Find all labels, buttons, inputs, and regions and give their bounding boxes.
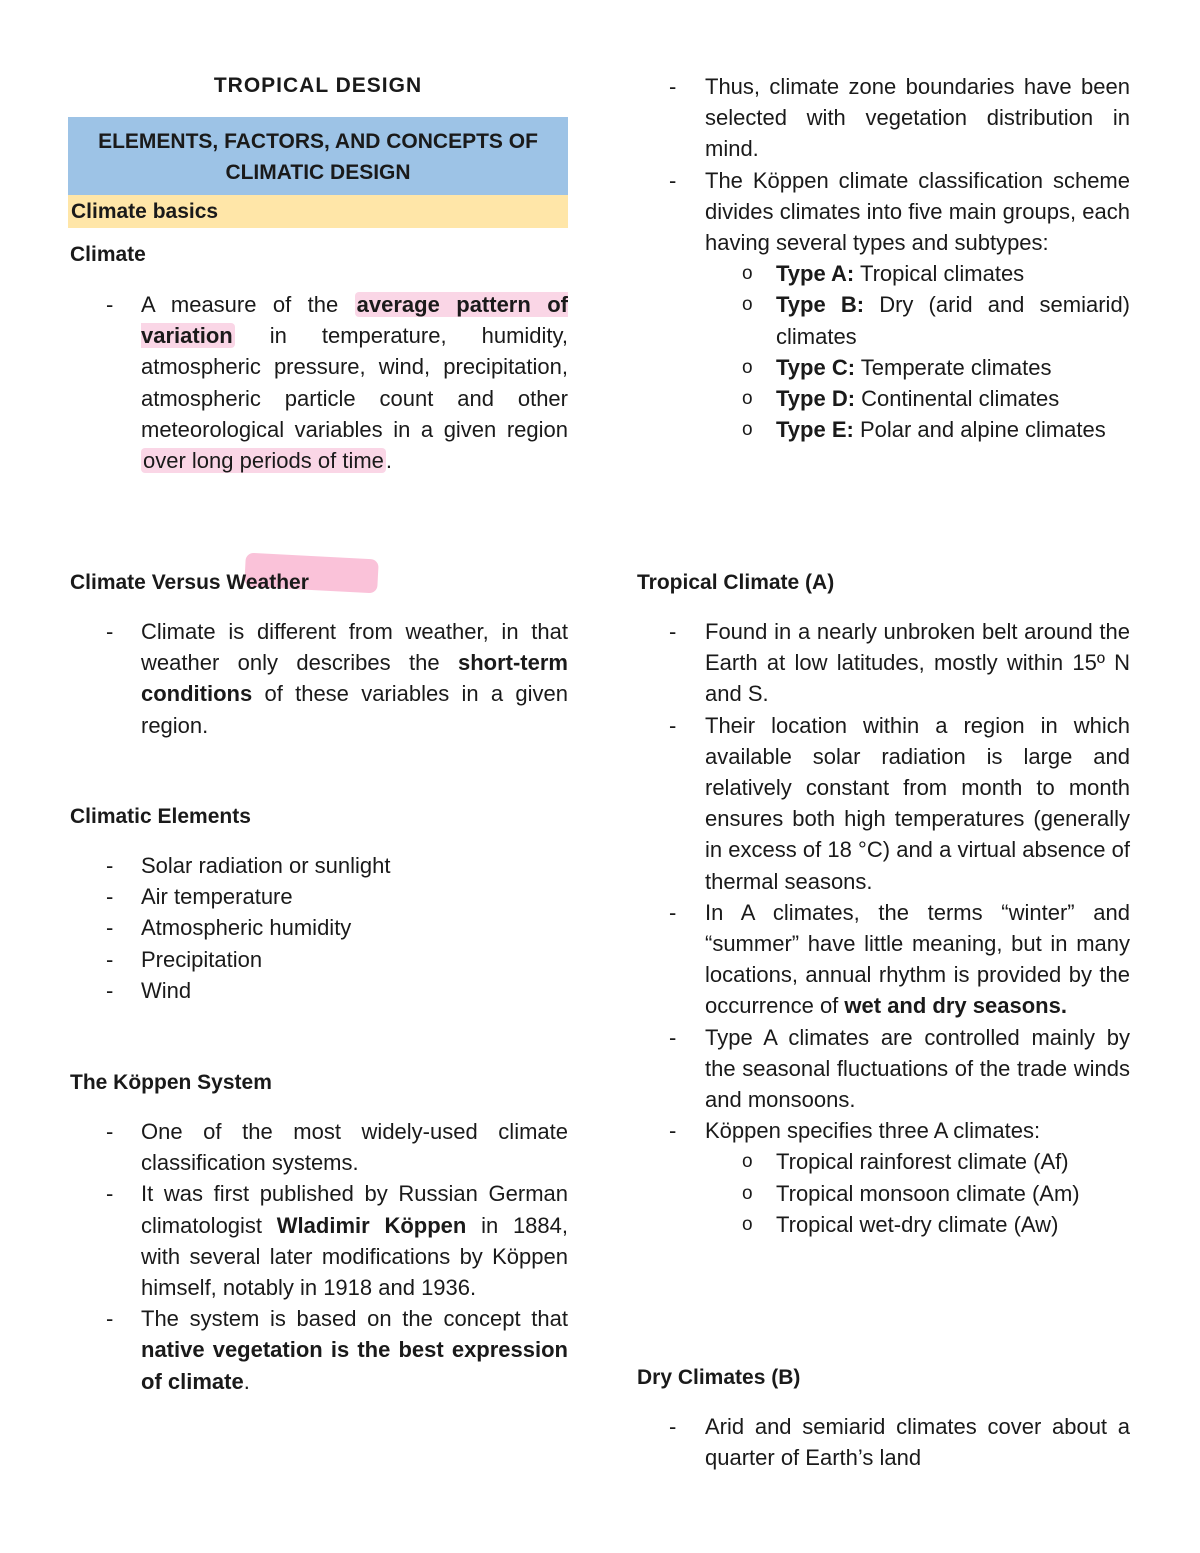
tropical-list [635,616,1130,1240]
section-banner [68,117,568,195]
type-item: o Type A: Tropical climates [635,258,1130,289]
heading-koppen-system: The Köppen System [70,1071,272,1094]
list-item: - Their location within a region in which available solar radiation is large and relatively constant from month to month ensures both high temperatures (generally in excess of 18 °C) and a virtual absence of thermal seasons. [635,710,1130,897]
list-item: - A measure of the average pattern of variation in temperature, humidity, atmospheric pressure, wind, precipitation, atmospheric particle count and other meteorological variables in a given region over long periods of time. [68,289,568,476]
list-item: - It was first published by Russian German climatologist Wladimir Köppen in 1884, with several later modifications by Köppen himself, notably in 1918 and 1936. [68,1178,568,1303]
type-item: o Type B: Dry (arid and semiarid) climates [635,289,1130,351]
type-item: o Type C: Temperate climates [635,352,1130,383]
heading-climate: Climate [70,243,146,266]
subtype-item: o Tropical monsoon climate (Am) [635,1178,1130,1209]
heading-tropical-climate: Tropical Climate (A) [637,571,835,594]
list-item: - Arid and semiarid climates cover about a quarter of Earth’s land [635,1411,1130,1473]
list-item: - Found in a nearly unbroken belt around the Earth at low latitudes, mostly within 15º N and S. [635,616,1130,710]
heading-dry-climates: Dry Climates (B) [637,1366,801,1389]
climate-list [68,289,568,476]
list-item: - Precipitation [68,944,568,975]
versus-list [68,616,568,741]
type-item: o Type E: Polar and alpine climates [635,414,1130,445]
koppen-list [68,1116,568,1397]
list-item: - One of the most widely-used climate classification systems. [68,1116,568,1178]
subtype-item: o Tropical rainforest climate (Af) [635,1146,1130,1177]
document-title: TROPICAL DESIGN [213,74,423,97]
koppen-intro-list [635,71,1130,445]
list-item: - Air temperature [68,881,568,912]
highlight: average pattern of variation [141,292,568,349]
section-banner-text: ELEMENTS, FACTORS, AND CONCEPTS OF CLIMATIC DESIGN [98,130,538,184]
list-item: - The Köppen climate classification scheme divides climates into five main groups, each having several types and subtypes: o Type A: Tropical climates o Type B: Dry (arid and semiarid) climates o Type C: Temperate climates o Type D: Continental climates o Type E: Polar and alpine climates [635,165,1130,446]
subtype-item: o Tropical wet-dry climate (Aw) [635,1209,1130,1240]
heading-climatic-elements: Climatic Elements [70,805,251,828]
list-item: - Atmospheric humidity [68,912,568,943]
dry-list [635,1411,1130,1473]
list-item: - Type A climates are controlled mainly by the seasonal fluctuations of the trade winds and monsoons. [635,1022,1130,1116]
type-item: o Type D: Continental climates [635,383,1130,414]
list-item: - Solar radiation or sunlight [68,850,568,881]
sub-banner: Climate basics [68,195,568,228]
list-item: - Thus, climate zone boundaries have been selected with vegetation distribution in mind. [635,71,1130,165]
heading-climate-vs-weather: Climate Versus Weather [70,571,309,594]
list-item: - Wind [68,975,568,1006]
list-item: - Climate is different from weather, in that weather only describes the short-term conditions of these variables in a given region. [68,616,568,741]
list-item: - Köppen specifies three A climates: o Tropical rainforest climate (Af) o Tropical monsoon climate (Am) o Tropical wet-dry climate (Aw) [635,1115,1130,1240]
type-list [635,258,1130,445]
elements-list [68,850,568,1006]
list-item: - The system is based on the concept that native vegetation is the best expression of climate. [68,1303,568,1397]
tropical-subtype-list [635,1146,1130,1240]
highlight: over long periods of time [143,448,384,474]
list-item: - In A climates, the terms “winter” and “summer” have little meaning, but in many locations, annual rhythm is provided by the occurrence of wet and dry seasons. [635,897,1130,1022]
